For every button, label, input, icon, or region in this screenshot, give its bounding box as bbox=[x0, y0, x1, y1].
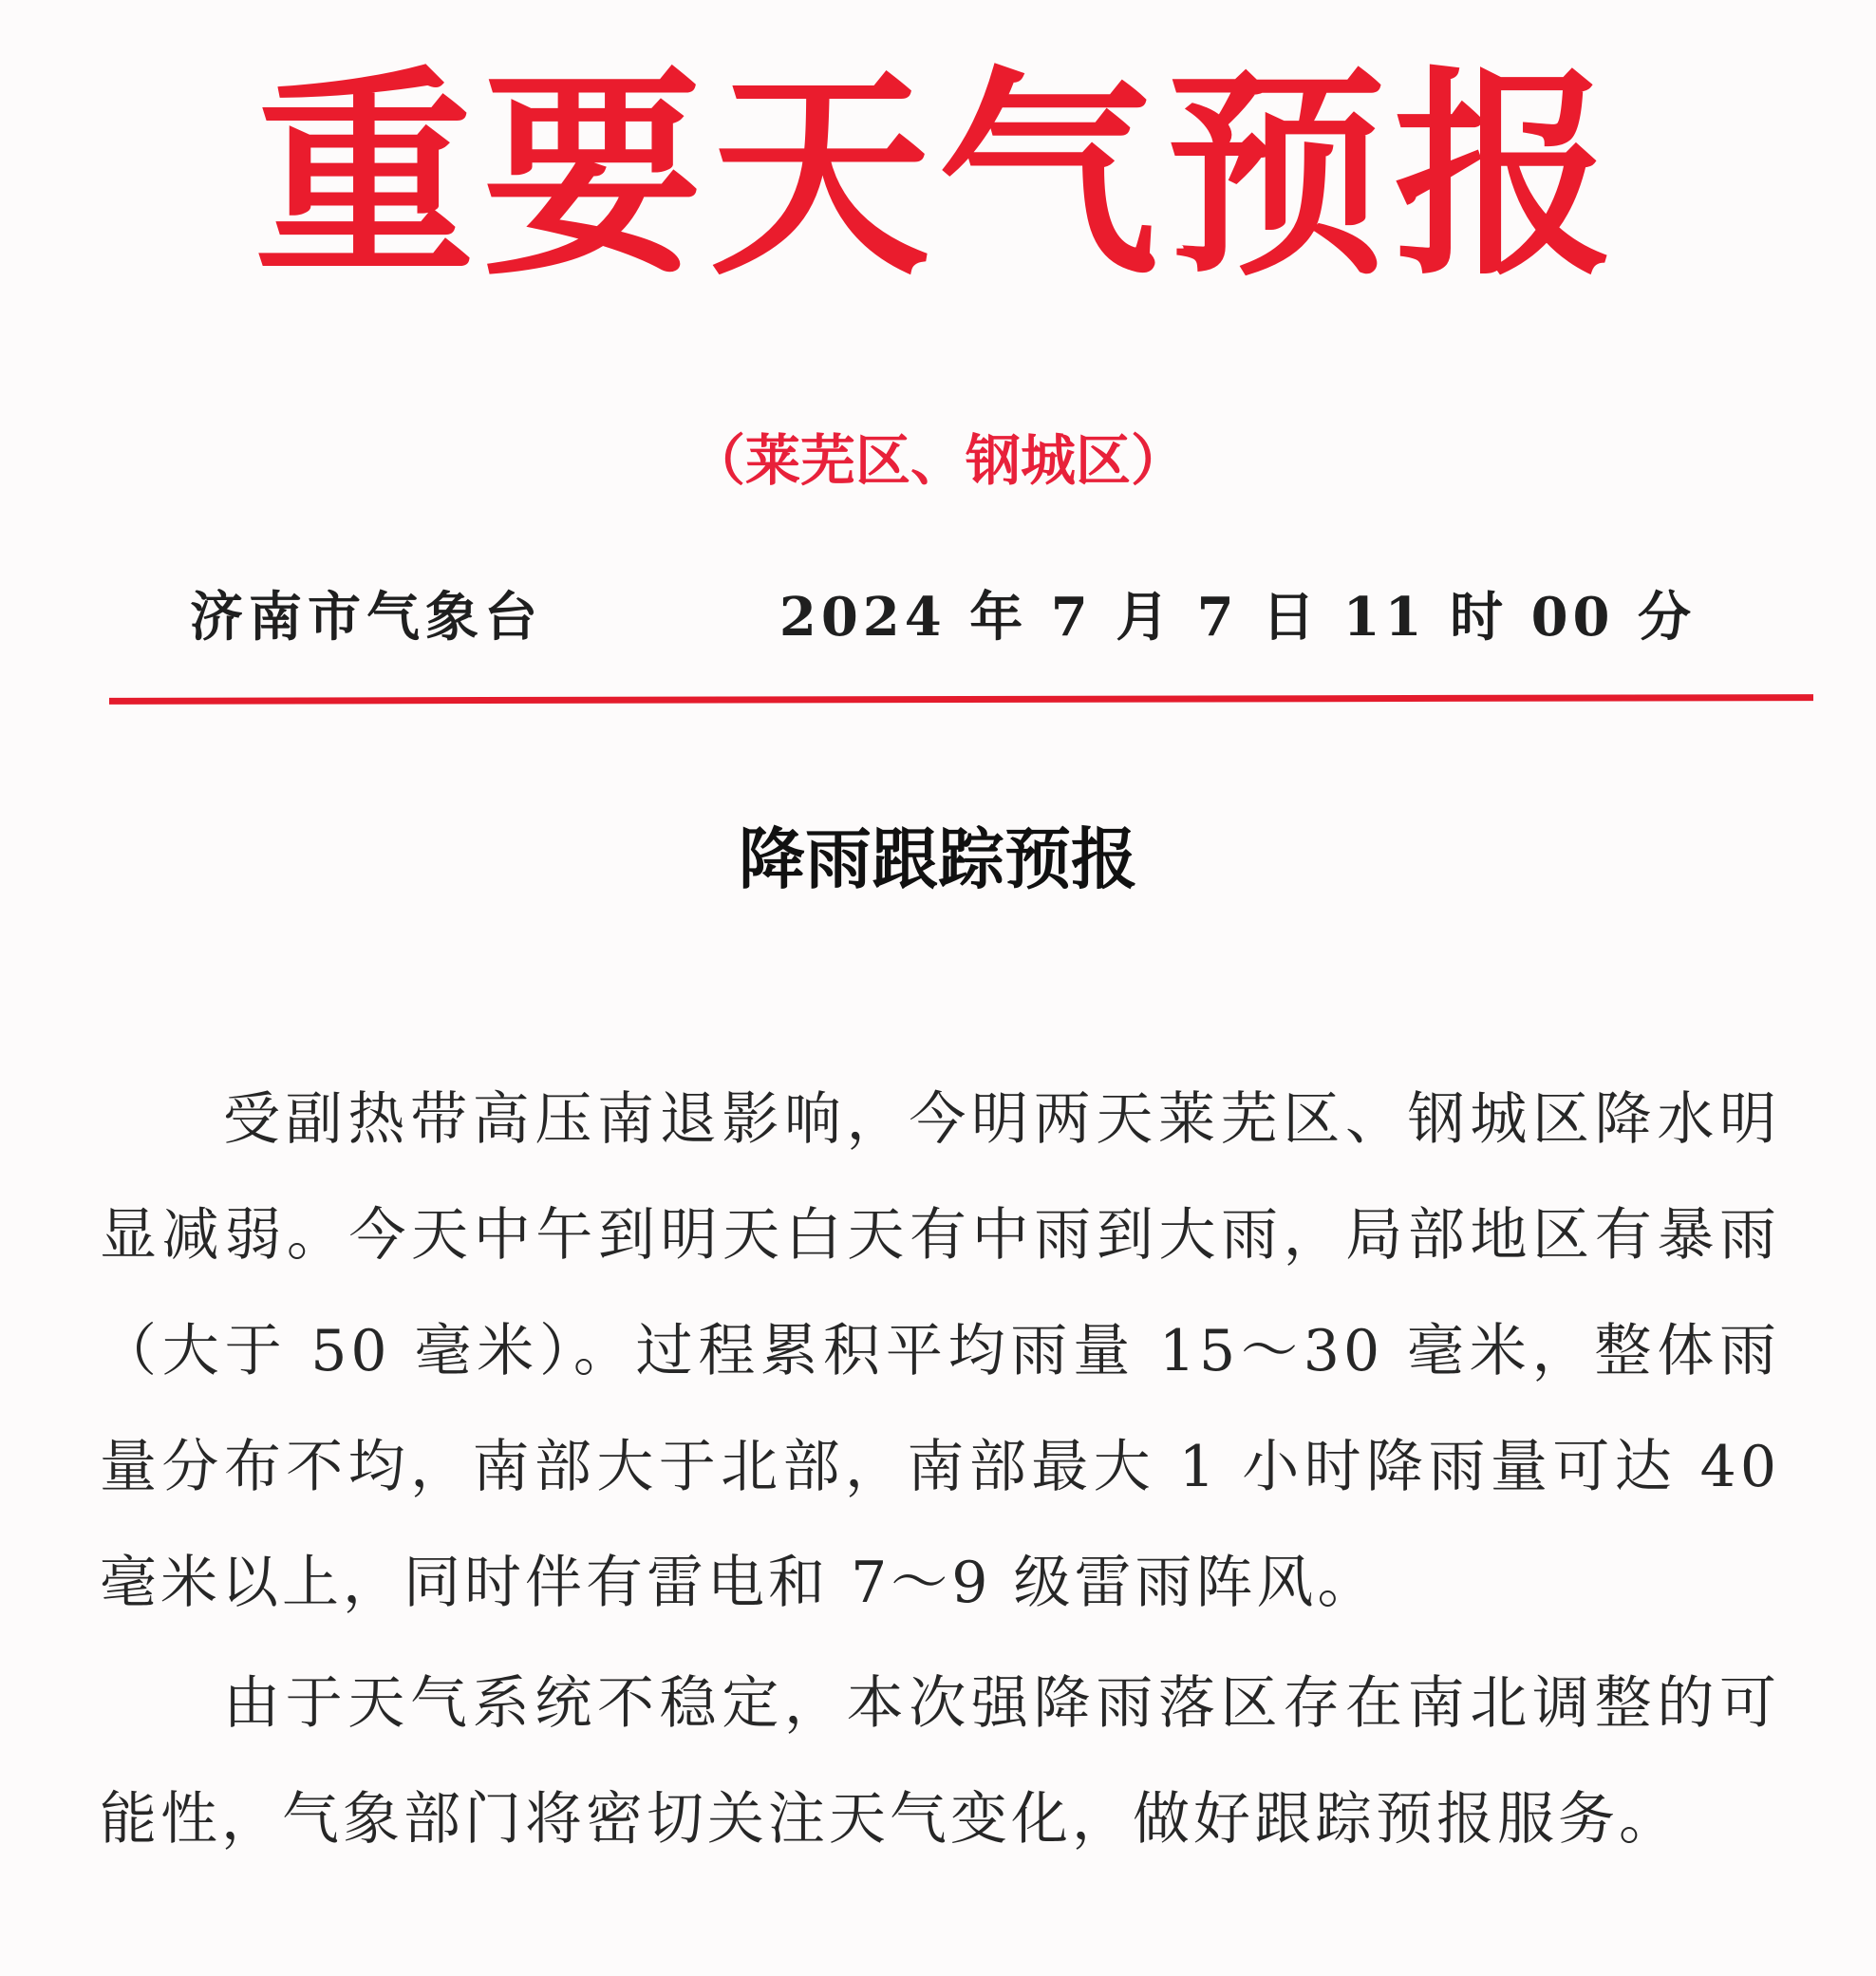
issue-timestamp: 2024 年 7 月 7 日 11 时 00 分 bbox=[779, 586, 1696, 649]
issuing-office: 济南市气象台 bbox=[190, 586, 543, 649]
region-subtitle: （莱芜区、钢城区） bbox=[689, 428, 1186, 493]
document-title: 降雨跟踪预报 bbox=[739, 819, 1137, 898]
masthead-title: 重要天气预报 bbox=[253, 46, 1622, 305]
forecast-paragraph: 由于天气系统不稳定，本次强降雨落区存在南北调整的可能性，气象部门将密切关注天气变化，做好跟踪预报服务。 bbox=[100, 1670, 1780, 1853]
forecast-paragraph: 受副热带高压南退影响，今明两天莱芜区、钢城区降水明显减弱。今天中午到明天白天有中雨到大雨，局部地区有暴雨（大于 50 毫米）。过程累积平均雨量 15～30 毫米，整体雨量分布不均，南部大于北部，南部最大 1 小时降雨量可达 40 毫米以上，同时伴有雷电和 7～9 级雷雨阵风。 bbox=[100, 1086, 1780, 1616]
forecast-body bbox=[100, 1062, 1780, 1882]
red-divider-rule bbox=[109, 694, 1813, 705]
